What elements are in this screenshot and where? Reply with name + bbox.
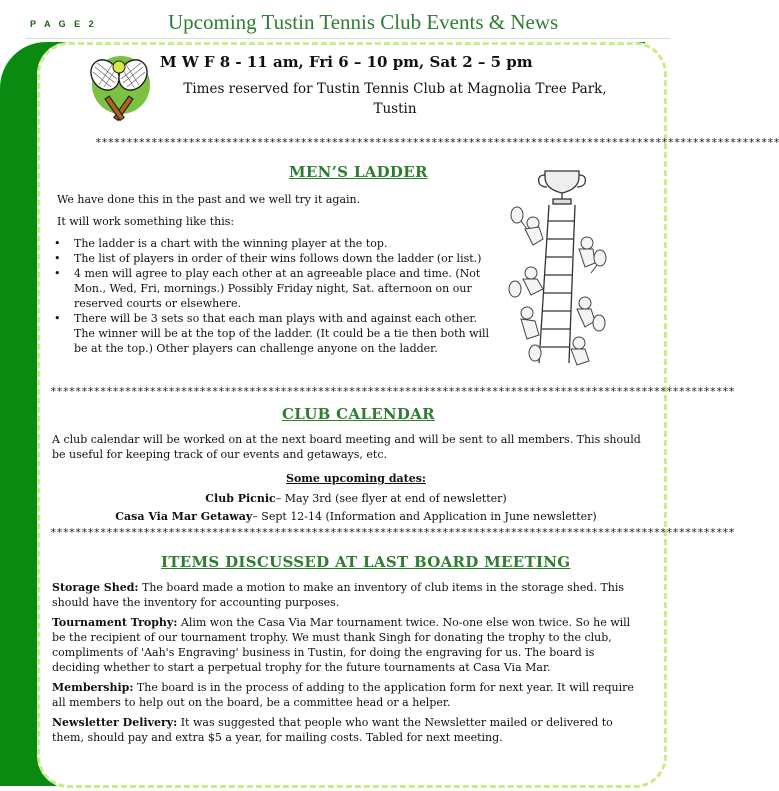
- mens-ladder-intro-2: It will work something like this:: [57, 215, 235, 228]
- club-calendar-title: CLUB CALENDAR: [282, 405, 435, 423]
- list-item: • The ladder is a chart with the winning player at the top.: [52, 236, 492, 251]
- item-text: The board made a motion to make an inventory of club items in the storage shed. This should have the inventory for accounting purposes.: [52, 581, 625, 609]
- upcoming-date-picnic: [50, 491, 662, 506]
- upcoming-dates-heading: Some upcoming dates:: [286, 472, 426, 485]
- mens-ladder-list: [52, 236, 492, 356]
- board-meeting-title: ITEMS DISCUSSED AT LAST BOARD MEETING: [161, 553, 571, 571]
- star-divider: **************************************************************************************************************: [95, 136, 779, 149]
- date-text: – Sept 12-14 (Information and Application in June newsletter): [252, 510, 597, 523]
- item-text: It was suggested that people who want the Newsletter mailed or delivered to them, should pay and extra $5 a year, for mailing costs. Tabled for next meeting.: [52, 716, 613, 744]
- board-item-storage-shed: [52, 580, 644, 610]
- list-item: • There will be 3 sets so that each man plays with and against each other. The winner will be at the top of the ladder. (It could be a tie then both will be at the top.) Other players can challenge anyone on the ladder.: [52, 311, 492, 356]
- star-divider: **************************************************************************************************************: [50, 526, 735, 539]
- reserved-times-note: [150, 79, 640, 119]
- mens-ladder-intro-1: We have done this in the past and we well try it again.: [57, 193, 361, 206]
- header-rule: [26, 38, 670, 39]
- board-meeting-items: [52, 580, 644, 750]
- date-label: Casa Via Mar Getaway: [115, 510, 253, 523]
- club-calendar-text: A club calendar will be worked on at the next board meeting and will be sent to all members. This should be useful for keeping track of our events and getaways, etc.: [52, 433, 641, 461]
- page-label: P A G E 2: [30, 19, 97, 29]
- date-label: Club Picnic: [205, 492, 276, 505]
- board-item-tournament-trophy: [52, 615, 644, 675]
- newsletter-title: Upcoming Tustin Tennis Club Events & News: [168, 10, 559, 34]
- board-item-membership: [52, 680, 644, 710]
- list-item: • The list of players in order of their wins follows down the ladder (or list.): [52, 251, 492, 266]
- item-label: Tournament Trophy:: [52, 616, 178, 629]
- upcoming-date-getaway: [50, 509, 662, 524]
- list-item: • 4 men will agree to play each other at an agreeable place and time. (Not Mon., Wed, Fri, mornings.) Possibly Friday night, Sat. afternoon on our reserved courts or elsewhere.: [52, 266, 492, 311]
- item-text: Alim won the Casa Via Mar tournament twice. No-one else won twice. So he will be the recipient of our tournament trophy. We must thank Singh for donating the trophy to the club, compliments of 'Aah's Engraving' business in Tustin, for doing the engraving for us. The board is deciding whether to start a perpetual trophy for the future tournaments at Casa Via Mar.: [52, 616, 631, 674]
- ladder-illustration: [505, 163, 610, 371]
- mens-ladder-title: MEN’S LADDER: [289, 163, 428, 181]
- item-text: The board is in the process of adding to the application form for next year. It will require all members to help out on the board, be a committee head or a helper.: [52, 681, 634, 709]
- date-text: – May 3rd (see flyer at end of newsletter): [275, 492, 507, 505]
- reserved-line-2: Tustin: [373, 101, 417, 117]
- tennis-rackets-logo: [85, 55, 153, 129]
- board-item-newsletter-delivery: [52, 715, 644, 745]
- court-schedule: M W F 8 - 11 am, Fri 6 – 10 pm, Sat 2 – 5 pm: [160, 53, 533, 71]
- item-label: Membership:: [52, 681, 134, 694]
- item-label: Storage Shed:: [52, 581, 139, 594]
- star-divider: **************************************************************************************************************: [50, 385, 735, 398]
- item-label: Newsletter Delivery:: [52, 716, 178, 729]
- reserved-line-1: Times reserved for Tustin Tennis Club at Magnolia Tree Park,: [183, 81, 607, 97]
